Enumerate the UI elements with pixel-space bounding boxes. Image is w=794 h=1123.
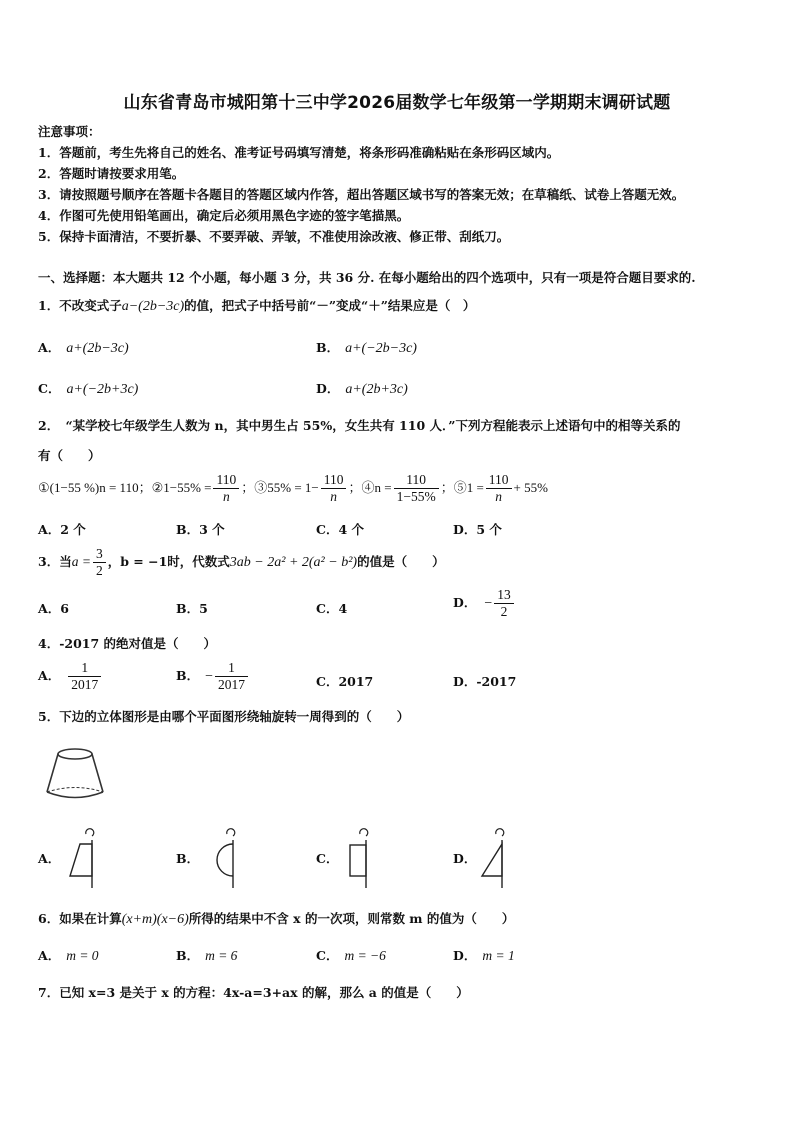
fraction: $\frac{13}{2}$ — [494, 587, 514, 620]
question-2-line2: 有（ ） — [38, 448, 101, 463]
q6-post: 所得的结果中不含 x 的一次项，则常数 m 的值为（ ） — [188, 911, 515, 926]
q6-option-c[interactable] — [316, 946, 386, 964]
q2-eq2-pre: ；②1−55% = — [138, 480, 212, 495]
fraction: $\frac{110}{1-55\%}$ — [394, 472, 439, 505]
q6-option-a[interactable] — [38, 946, 99, 964]
triangle-rotation-figure[interactable] — [476, 828, 512, 890]
q3-b-part: ，b = −1时，代数式 — [107, 554, 230, 569]
option-letter: D． — [453, 948, 477, 963]
q2-eq5-pre: ；⑤1 = — [440, 480, 484, 495]
notice-item: 4．作图可先使用铅笔画出，确定后必须用黑色字迹的签字笔描黑。 — [38, 208, 410, 223]
fraction: $\frac{110}{n}$ — [213, 472, 239, 505]
q2-option-d[interactable]: D．5 个 — [453, 522, 502, 537]
q3-pre: 3．当 — [38, 554, 72, 569]
option-letter: A． — [38, 340, 61, 355]
q2-eq5-post: + 55% — [513, 480, 548, 495]
q4-option-b[interactable] — [176, 660, 250, 693]
q2-eq4-pre: ；④n = — [348, 480, 392, 495]
q2-eq3-pre: ；③55% = 1− — [241, 480, 319, 495]
q3-option-d[interactable] — [453, 587, 516, 620]
q3-option-c[interactable]: C．4 — [316, 601, 348, 616]
notice-item: 5．保持卡面清洁，不要折暴、不要弄破、弄皱，不准使用涂改液、修正带、刮纸刀。 — [38, 229, 510, 244]
question-7: 7．已知 x=3 是关于 x 的方程：4x-a=3+ax 的解，那么 a 的值是（ ） — [38, 985, 469, 1000]
notice-item: 3．请按照题号顺序在答题卡各题目的答题区域内作答，超出答题区域书写的答案无效；在草稿纸、试卷上答题无效。 — [38, 187, 685, 202]
option-letter: D． — [316, 381, 340, 396]
notice-item: 1．答题前，考生先将自己的姓名、准考证号码填写清楚，将条形码准确粘贴在条形码区域内。 — [38, 145, 560, 160]
semicircle-rotation-figure[interactable] — [205, 828, 241, 890]
q6-option-d[interactable] — [453, 946, 515, 964]
fraction: $\frac{1}{2017}$ — [68, 660, 101, 693]
option-expression: a+(−2b+3c) — [66, 382, 139, 397]
q2-eq1: ①(1−55 %)n = 110 — [38, 480, 139, 495]
q5-option-a-label[interactable]: A． — [38, 851, 61, 866]
q1-post: 的值，把式子中括号前“－”变成“＋”结果应是（ ） — [184, 298, 476, 313]
q1-pre: 1．不改变式子 — [38, 298, 122, 313]
option-letter: C． — [38, 381, 61, 396]
q4-option-d[interactable]: D．-2017 — [453, 674, 517, 689]
option-expression: m = 6 — [205, 948, 238, 963]
section-heading: 一、选择题：本大题共 12 个小题，每小题 3 分，共 36 分. 在每小题给出的四个选项中，只有一项是符合题目要求的. — [38, 270, 696, 285]
q1-option-b[interactable] — [316, 338, 417, 357]
q3-option-b[interactable]: B．5 — [176, 601, 208, 616]
option-expression: a+(−2b−3c) — [345, 341, 417, 356]
notice-item: 2．答题时请按要求用笔。 — [38, 166, 185, 181]
question-1 — [38, 296, 475, 315]
option-expression: m = 1 — [482, 948, 515, 963]
option-letter: A． — [38, 668, 61, 683]
q6-option-b[interactable] — [176, 946, 237, 964]
q2-option-b[interactable]: B．3 个 — [176, 522, 225, 537]
q4-option-c[interactable]: C．2017 — [316, 674, 374, 689]
question-3 — [38, 546, 445, 579]
q3-expression: 3ab − 2a² + 2(a² − b²) — [229, 555, 358, 570]
page-title: 山东省青岛市城阳第十三中学2026届数学七年级第一学期期末调研试题 — [123, 93, 671, 113]
trapezoid-rotation-figure[interactable] — [64, 828, 100, 890]
option-expression: m = 0 — [66, 948, 99, 963]
question-5: 5．下边的立体图形是由哪个平面图形绕轴旋转一周得到的（ ） — [38, 709, 410, 724]
q5-option-b-label[interactable]: B． — [176, 851, 200, 866]
q5-option-d-label[interactable]: D． — [453, 851, 477, 866]
question-6 — [38, 909, 514, 928]
option-letter: C． — [316, 948, 339, 963]
q2-equations — [38, 472, 548, 505]
notice-heading: 注意事项： — [38, 124, 101, 139]
rectangle-rotation-figure[interactable] — [342, 828, 378, 890]
fraction: $\frac{1}{2017}$ — [215, 660, 248, 693]
question-4: 4．-2017 的绝对值是（ ） — [38, 636, 217, 651]
option-letter: B． — [176, 948, 200, 963]
q5-option-c-label[interactable]: C． — [316, 851, 339, 866]
option-expression: m = −6 — [344, 948, 386, 963]
option-letter: B． — [316, 340, 340, 355]
fraction: $\frac{3}{2}$ — [93, 546, 106, 579]
option-expression: a+(2b+3c) — [345, 382, 408, 397]
q6-pre: 6．如果在计算 — [38, 911, 122, 926]
fraction: $\frac{110}{n}$ — [321, 472, 347, 505]
minus-sign: − — [205, 669, 213, 684]
q1-option-a[interactable] — [38, 338, 129, 357]
q4-option-a[interactable] — [38, 660, 103, 693]
q6-expression: (x+m)(x−6) — [121, 912, 189, 927]
frustum-solid-figure — [42, 745, 108, 803]
q2-option-c[interactable]: C．4 个 — [316, 522, 364, 537]
question-2-line1: 2． “某学校七年级学生人数为 n，其中男生占 55%，女生共有 110 人．”下列方程能表示上述语句中的相等关系的 — [38, 418, 681, 433]
q1-option-d[interactable] — [316, 379, 408, 398]
q3-a-part: a = — [71, 554, 91, 569]
option-letter: A． — [38, 948, 61, 963]
q2-option-a[interactable]: A．2 个 — [38, 522, 86, 537]
q1-expression: a−(2b−3c) — [121, 299, 185, 314]
option-letter: B． — [176, 668, 200, 683]
option-letter: D． — [453, 595, 477, 610]
fraction: $\frac{110}{n}$ — [486, 472, 512, 505]
q3-post: 的值是（ ） — [357, 554, 445, 569]
minus-sign: − — [484, 596, 493, 611]
option-expression: a+(2b−3c) — [66, 341, 129, 356]
q3-option-a[interactable]: A．6 — [38, 601, 69, 616]
q1-option-c[interactable] — [38, 379, 138, 398]
